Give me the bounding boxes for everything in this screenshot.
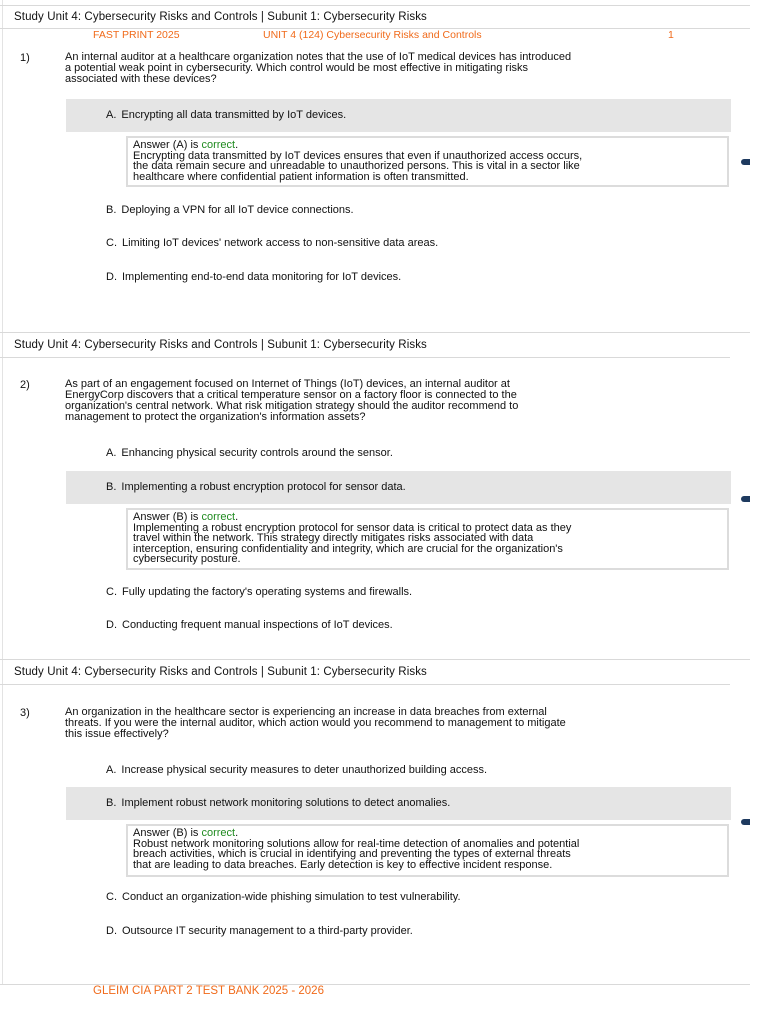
top-divider xyxy=(0,5,750,6)
question-text-line: this issue effectively? xyxy=(65,728,169,740)
question-number: 2) xyxy=(20,379,30,391)
question-text-line: organization's central network. What risk mitigation strategy should the auditor recommend to xyxy=(65,400,519,412)
choice-letter: D. xyxy=(106,271,117,283)
question-text xyxy=(65,707,566,740)
question-divider xyxy=(0,659,750,660)
explanation-line: Implementing a robust encryption protocol for sensor data is critical to protect data as they xyxy=(133,521,572,534)
choice-letter: A. xyxy=(106,109,117,121)
choice-d[interactable] xyxy=(106,271,401,283)
choice-b[interactable] xyxy=(106,797,450,809)
choice-text: Implementing a robust encryption protocol for sensor data. xyxy=(121,481,406,493)
explanation-line: healthcare where confidential patient information is often transmitted. xyxy=(133,170,469,183)
explanation-line: breach activities, which is crucial in identifying and preventing the types of external threats xyxy=(133,848,571,861)
question-text-line: associated with these devices? xyxy=(65,73,217,85)
choice-text: Deploying a VPN for all IoT device connections. xyxy=(121,204,354,216)
correct-label: correct xyxy=(201,139,236,151)
choice-text: Conducting frequent manual inspections of IoT devices. xyxy=(122,619,393,631)
choice-letter: C. xyxy=(106,237,117,249)
choice-letter: C. xyxy=(106,891,117,903)
section-divider xyxy=(0,684,730,685)
answer-status-line: Answer (B) is correct. xyxy=(133,511,239,523)
choice-b[interactable] xyxy=(106,481,406,493)
choice-text: Implementing end-to-end data monitoring for IoT devices. xyxy=(122,271,402,283)
explanation-line: that are leading to data breaches. Early detection is key to effective incident response. xyxy=(133,858,553,871)
question-text-line: a potential weak point in cybersecurity. Which control would be most effective in mitigating risks xyxy=(65,62,529,74)
page-left-border xyxy=(2,0,3,985)
answer-explanation xyxy=(126,136,729,187)
fast-print-label: FAST PRINT 2025 xyxy=(93,29,180,41)
choice-a[interactable] xyxy=(106,109,346,121)
choice-c[interactable] xyxy=(106,891,461,903)
correct-label: correct xyxy=(201,827,236,839)
explanation-line: the data remain secure and unreadable to unauthorized persons. This is vital in a sector like xyxy=(133,160,580,173)
choice-letter: B. xyxy=(106,204,117,216)
choice-text: Increase physical security measures to deter unauthorized building access. xyxy=(121,764,488,776)
choice-text: Implement robust network monitoring solutions to detect anomalies. xyxy=(121,797,451,809)
choice-c[interactable] xyxy=(106,237,438,249)
question-text-line: An organization in the healthcare sector is experiencing an increase in data breaches from external xyxy=(65,706,547,718)
explanation-line: travel within the network. This strategy directly mitigates risks associated with data xyxy=(133,532,534,545)
explanation-line: Robust network monitoring solutions allow for real-time detection of anomalies and potential xyxy=(133,837,580,850)
question-text-line: threats. If you were the internal auditor, which action would you recommend to management to mitigate xyxy=(65,717,566,729)
section-title: Study Unit 4: Cybersecurity Risks and Controls | Subunit 1: Cybersecurity Risks xyxy=(14,666,427,678)
answer-status-line: Answer (A) is correct. xyxy=(133,139,239,151)
correct-label: correct xyxy=(201,511,236,523)
answer-marker-icon xyxy=(741,496,750,502)
choice-letter: A. xyxy=(106,764,117,776)
choice-text: Fully updating the factory's operating systems and firewalls. xyxy=(122,586,413,598)
choice-d[interactable] xyxy=(106,619,393,631)
footer-text: GLEIM CIA PART 2 TEST BANK 2025 - 2026 xyxy=(93,985,324,997)
question-text-line: EnergyCorp discovers that a critical temperature sensor on a factory floor is connected to the xyxy=(65,389,517,401)
answer-status-line: Answer (B) is correct. xyxy=(133,827,239,839)
choice-letter: B. xyxy=(106,797,117,809)
answer-explanation xyxy=(126,508,729,570)
question-text xyxy=(65,379,518,423)
question-number: 1) xyxy=(20,52,30,64)
question-number: 3) xyxy=(20,707,30,719)
choice-letter: B. xyxy=(106,481,117,493)
answer-explanation xyxy=(126,824,729,877)
unit-title: Study Unit 4: Cybersecurity Risks and Controls | Subunit 1: Cybersecurity Risks xyxy=(14,11,427,23)
answer-marker-icon xyxy=(741,819,750,825)
choice-text: Conduct an organization-wide phishing simulation to test vulnerability. xyxy=(122,891,461,903)
section-title: Study Unit 4: Cybersecurity Risks and Controls | Subunit 1: Cybersecurity Risks xyxy=(14,339,427,351)
page-number: 1 xyxy=(668,29,674,41)
question-text xyxy=(65,52,571,85)
choice-d[interactable] xyxy=(106,925,413,937)
unit-code-label: UNIT 4 (124) Cybersecurity Risks and Controls xyxy=(263,29,482,41)
choice-text: Limiting IoT devices' network access to non-sensitive data areas. xyxy=(122,237,439,249)
choice-b[interactable] xyxy=(106,204,354,216)
choice-text: Encrypting all data transmitted by IoT devices. xyxy=(121,109,347,121)
choice-text: Enhancing physical security controls around the sensor. xyxy=(121,447,393,459)
choice-letter: C. xyxy=(106,586,117,598)
answer-marker-icon xyxy=(741,159,750,165)
choice-letter: A. xyxy=(106,447,117,459)
choice-letter: D. xyxy=(106,925,117,937)
choice-a[interactable] xyxy=(106,447,393,459)
question-text-line: An internal auditor at a healthcare organization notes that the use of IoT medical devices has introduced xyxy=(65,51,572,63)
choice-letter: D. xyxy=(106,619,117,631)
explanation-line: cybersecurity posture. xyxy=(133,553,241,566)
explanation-line: Encrypting data transmitted by IoT devices ensures that even if unauthorized access occurs, xyxy=(133,149,583,162)
question-text-line: management to protect the organization's information assets? xyxy=(65,411,366,423)
explanation-line: interception, ensuring confidentiality and integrity, which are crucial for the organization's xyxy=(133,542,563,555)
choice-a[interactable] xyxy=(106,764,487,776)
choice-text: Outsource IT security management to a third-party provider. xyxy=(122,925,413,937)
question-text-line: As part of an engagement focused on Internet of Things (IoT) devices, an internal auditor at xyxy=(65,378,510,390)
question-divider xyxy=(0,332,750,333)
choice-c[interactable] xyxy=(106,586,412,598)
section-divider xyxy=(0,357,730,358)
